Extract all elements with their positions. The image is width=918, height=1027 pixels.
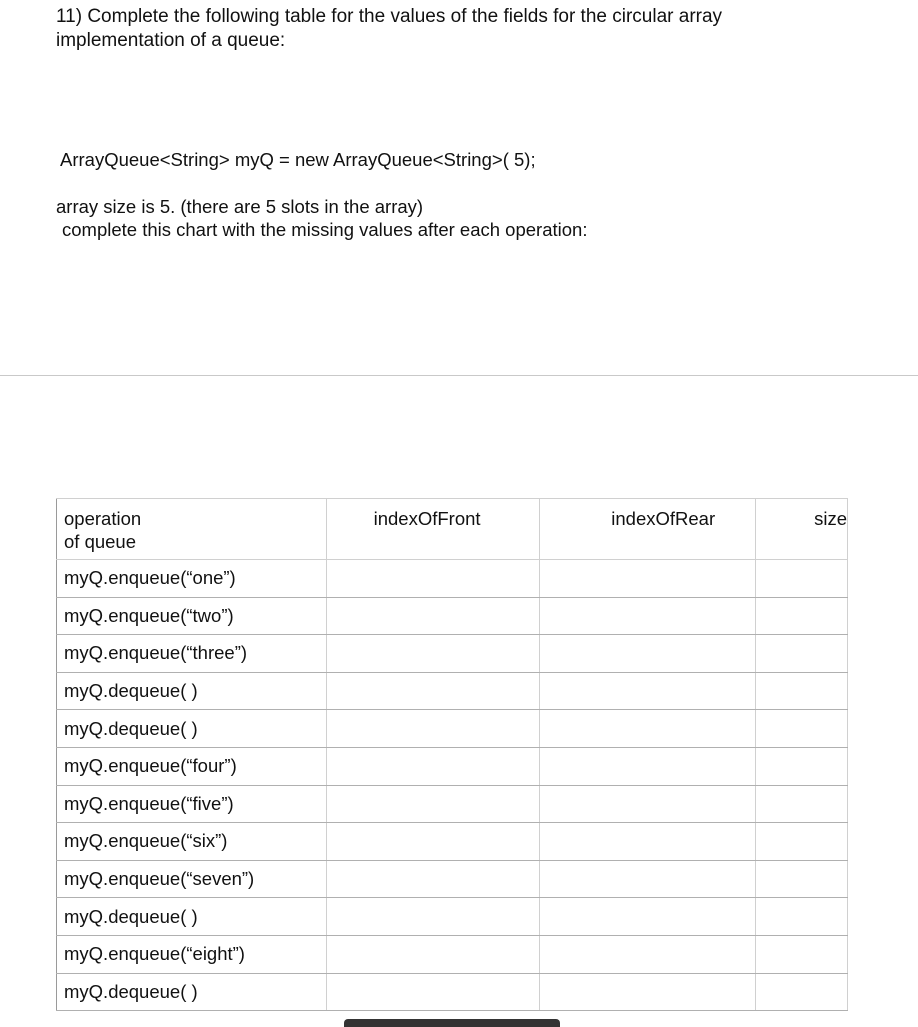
operation-cell: myQ.dequeue( ) <box>57 672 327 710</box>
table-row <box>57 635 848 673</box>
table-row <box>57 785 848 823</box>
size-cell[interactable] <box>756 560 848 598</box>
table-row <box>57 898 848 936</box>
index-of-rear-cell[interactable] <box>540 935 756 973</box>
index-of-rear-cell[interactable] <box>540 597 756 635</box>
index-of-rear-cell[interactable] <box>540 973 756 1011</box>
index-of-front-cell[interactable] <box>326 597 540 635</box>
index-of-rear-cell[interactable] <box>540 898 756 936</box>
table-row <box>57 710 848 748</box>
operation-cell: myQ.dequeue( ) <box>57 710 327 748</box>
size-cell[interactable] <box>756 860 848 898</box>
table-row <box>57 560 848 598</box>
index-of-front-cell[interactable] <box>326 823 540 861</box>
index-of-rear-cell[interactable] <box>540 747 756 785</box>
table-row <box>57 597 848 635</box>
index-of-front-cell[interactable] <box>326 785 540 823</box>
size-cell[interactable] <box>756 973 848 1011</box>
index-of-rear-cell[interactable] <box>540 635 756 673</box>
question-title: 11) Complete the following table for the values of the fields for the circular array implementation of a queue: <box>56 6 723 51</box>
header-index-of-front: indexOfFront <box>326 499 540 560</box>
operation-cell: myQ.enqueue(“four”) <box>57 747 327 785</box>
index-of-rear-cell[interactable] <box>540 860 756 898</box>
index-of-front-cell[interactable] <box>326 898 540 936</box>
operation-cell: myQ.enqueue(“one”) <box>57 560 327 598</box>
operation-cell: myQ.enqueue(“six”) <box>57 823 327 861</box>
index-of-front-cell[interactable] <box>326 935 540 973</box>
table-row <box>57 973 848 1011</box>
bottom-scroll-bar[interactable] <box>344 1019 560 1027</box>
index-of-rear-cell[interactable] <box>540 785 756 823</box>
size-cell[interactable] <box>756 785 848 823</box>
index-of-front-cell[interactable] <box>326 710 540 748</box>
operation-cell: myQ.enqueue(“five”) <box>57 785 327 823</box>
index-of-front-cell[interactable] <box>326 635 540 673</box>
operation-cell: myQ.enqueue(“seven”) <box>57 860 327 898</box>
operation-cell: myQ.enqueue(“two”) <box>57 597 327 635</box>
operation-cell: myQ.dequeue( ) <box>57 973 327 1011</box>
instruction-note: complete this chart with the missing values after each operation: <box>62 219 588 240</box>
size-cell[interactable] <box>756 747 848 785</box>
size-cell[interactable] <box>756 898 848 936</box>
index-of-rear-cell[interactable] <box>540 823 756 861</box>
table-row <box>57 672 848 710</box>
table-row <box>57 860 848 898</box>
index-of-front-cell[interactable] <box>326 672 540 710</box>
size-cell[interactable] <box>756 710 848 748</box>
header-operation-line1: operation <box>64 508 142 529</box>
operation-cell: myQ.enqueue(“eight”) <box>57 935 327 973</box>
operation-cell: myQ.dequeue( ) <box>57 898 327 936</box>
index-of-rear-cell[interactable] <box>540 710 756 748</box>
table-row <box>57 747 848 785</box>
queue-operations-table <box>56 498 848 1011</box>
header-operation-line2: of queue <box>64 531 137 552</box>
table-row <box>57 823 848 861</box>
index-of-front-cell[interactable] <box>326 747 540 785</box>
index-of-rear-cell[interactable] <box>540 560 756 598</box>
header-index-of-rear: indexOfRear <box>540 499 756 560</box>
index-of-front-cell[interactable] <box>326 973 540 1011</box>
header-size: size <box>756 499 848 560</box>
size-cell[interactable] <box>756 672 848 710</box>
size-cell[interactable] <box>756 635 848 673</box>
size-cell[interactable] <box>756 935 848 973</box>
index-of-front-cell[interactable] <box>326 860 540 898</box>
header-operation <box>57 499 327 560</box>
index-of-rear-cell[interactable] <box>540 672 756 710</box>
table-row <box>57 935 848 973</box>
index-of-front-cell[interactable] <box>326 560 540 598</box>
code-declaration: ArrayQueue<String> myQ = new ArrayQueue<String>( 5); <box>60 149 536 170</box>
size-cell[interactable] <box>756 597 848 635</box>
section-divider <box>0 375 918 376</box>
array-size-note: array size is 5. (there are 5 slots in the array) <box>56 196 424 217</box>
size-cell[interactable] <box>756 823 848 861</box>
table-header-row <box>57 499 848 560</box>
operation-cell: myQ.enqueue(“three”) <box>57 635 327 673</box>
